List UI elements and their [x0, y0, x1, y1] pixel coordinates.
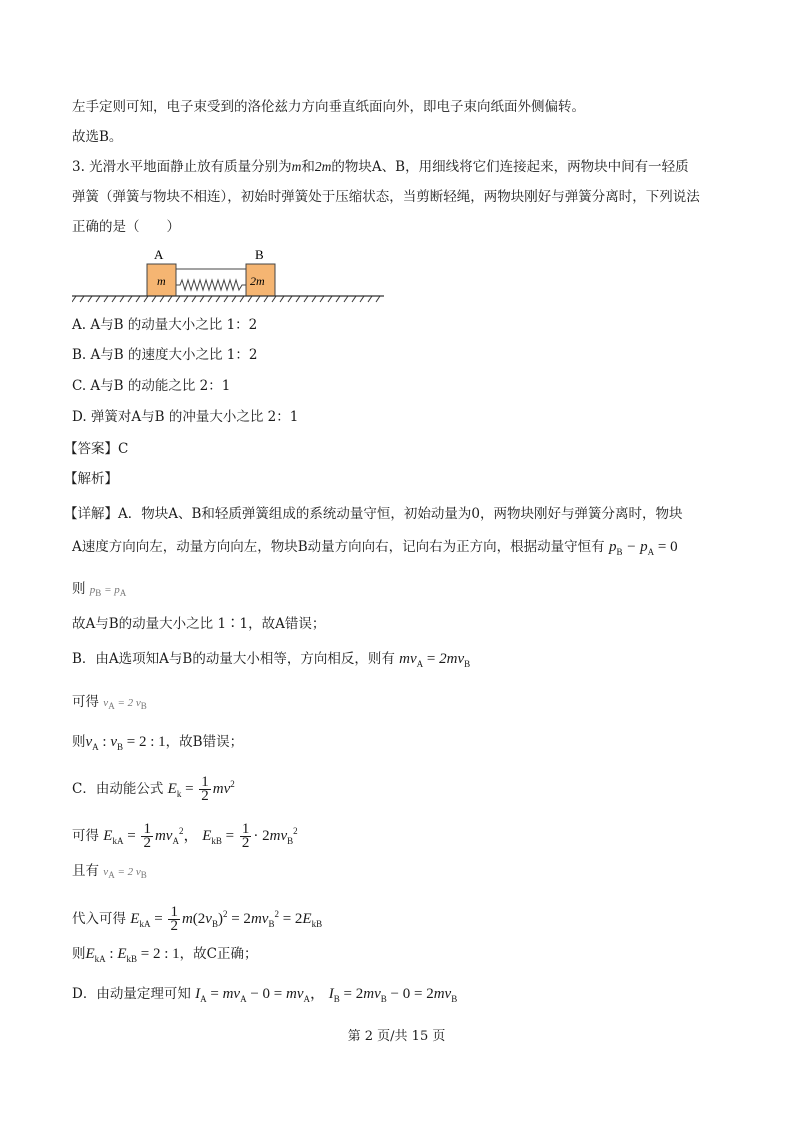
text-line: 左手定则可知，电子束受到的洛伦兹力方向垂直纸面向外，即电子束向纸面外侧偏转。	[72, 99, 585, 115]
equation-pb-pa: $p_B = p_A$	[89, 584, 127, 599]
question-line: 弹簧（弹簧与物块不相连），初始时弹簧处于压缩状态，当剪断轻绳，两物块刚好与弹簧分离时，下列说法	[72, 189, 700, 205]
text: 3. 光滑水平地面静止放有质量分别为	[72, 159, 292, 175]
detail-line	[72, 945, 258, 968]
equation-mv: $mv_A = 2mv_B$	[399, 651, 471, 669]
figure-mass-a: m	[157, 274, 166, 288]
detail-line	[72, 650, 470, 673]
detail-line	[72, 693, 147, 715]
text: 的物块A、B，用细线将它们连接起来，两物块中间有一轻质	[331, 159, 689, 175]
ground-hatch	[72, 296, 380, 302]
text: ，故B错误；	[165, 734, 244, 750]
text: D．由动量定理可知	[72, 986, 191, 1002]
equation-substitute: $E_{kA}$ = $\frac{1}{2}$ $m(2v_B)^2 = 2mv_B^2 = 2E_{kB}$	[130, 904, 323, 935]
figure-label-b: B	[255, 247, 264, 262]
text-line: 故选B。	[72, 129, 123, 145]
question-line: 正确的是（ ）	[72, 219, 180, 235]
answer-line	[64, 440, 128, 458]
detail-line	[72, 580, 126, 602]
answer-value: C	[118, 441, 129, 457]
option-d: D. 弹簧对A与B 的冲量大小之比 2：1	[72, 409, 299, 425]
equation-momentum: $p_B - p_A = 0$	[608, 539, 678, 557]
figure-mass-b: 2m	[250, 274, 265, 288]
equation-va: $v_A = 2$ $v_B$	[103, 697, 147, 712]
text: C．由动能公式	[72, 781, 164, 797]
text: 代入可得	[72, 911, 126, 927]
equation-va2: $v_A = 2$ $v_B$	[103, 866, 147, 881]
equation-ek: $E_k$ = $\frac{1}{2}$ $mv^2$	[167, 774, 235, 805]
analysis-label: 【解析】	[64, 471, 118, 487]
math-m: m	[291, 159, 302, 174]
text: 和	[301, 159, 315, 175]
equation-ratio-ek: $E_{kA}$ : $E_{kB} = 2$ : 1	[85, 946, 180, 964]
spring-block-figure	[72, 245, 392, 307]
text: 可得	[72, 694, 99, 710]
option-c: C. A与B 的动能之比 2：1	[72, 378, 231, 394]
equation-eka-ekb: $E_{kA}$ = $\frac{1}{2}$ $mv_A^2$， $E_{kB}$ = $\frac{1}{2}$ · $2mv_B^2$	[103, 821, 298, 852]
detail-line	[72, 862, 147, 884]
text: 则	[72, 581, 86, 597]
equation-impulse: $I_A = mv_A - 0 = mv_A$， $I_B = 2mv_B - 0 = 2mv_B$	[195, 986, 458, 1004]
figure-label-a: A	[154, 247, 164, 262]
math-2m: 2m	[314, 159, 332, 174]
answer-label: 【答案】	[64, 441, 118, 457]
option-a: A. A与B 的动量大小之比 1：2	[72, 317, 258, 333]
detail-line	[72, 775, 235, 803]
detail-line	[72, 905, 322, 933]
text: 则	[72, 946, 86, 962]
detail-line	[72, 822, 298, 850]
detail-line	[72, 985, 457, 1008]
text: A速度方向向左，动量方向向左，物块B动量方向向右，记向右为正方向，根据动量守恒有	[72, 539, 605, 555]
detail-line: 【详解】A．物块A、B和轻质弹簧组成的系统动量守恒，初始动量为0，两物块刚好与弹簧分离时，物块	[64, 506, 683, 522]
question-line	[72, 158, 689, 176]
text: 可得	[72, 828, 99, 844]
spring	[176, 280, 246, 290]
text: 则	[72, 734, 86, 750]
detail-line: 故A与B的动量大小之比 1∶1，故A错误；	[72, 616, 326, 632]
text: B．由A选项知A与B的动量大小相等，方向相反，则有	[72, 651, 395, 667]
detail-line	[72, 733, 243, 756]
text: 且有	[72, 863, 99, 879]
option-b: B. A与B 的速度大小之比 1：2	[72, 347, 258, 363]
detail-line	[72, 538, 678, 561]
equation-ratio-v: $v_A$ : $v_B = 2$ : 1	[85, 734, 166, 752]
text: ，故C正确；	[179, 946, 258, 962]
page-footer: 第 2 页/共 15 页	[347, 1029, 446, 1044]
